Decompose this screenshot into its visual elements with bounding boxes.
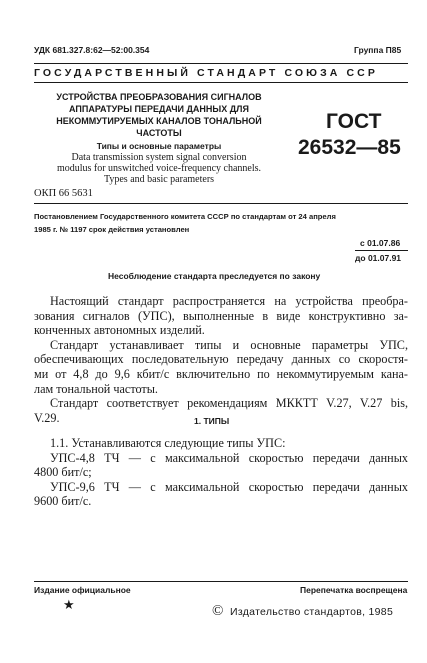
publisher: Издательство стандартов, 1985	[230, 606, 394, 618]
ups-96-line-2: 9600 бит/с.	[34, 494, 92, 509]
group-code: Группа П85	[354, 45, 402, 55]
validity-to: до 01.07.91	[355, 253, 402, 263]
title-line-4: ЧАСТОТЫ	[136, 128, 182, 138]
reprint-prohibited: Перепечатка воспрещена	[300, 585, 408, 595]
legal-warning: Несоблюдение стандарта преследуется по закону	[108, 271, 321, 281]
paragraph-1-line-2: зования сигналов (УПС), выполненные в виде конструктивно за-	[34, 308, 408, 323]
ups-48-line-2: 4800 бит/с;	[34, 465, 92, 480]
title-subtitle: Типы и основные параметры	[96, 141, 222, 151]
star-icon: ★	[63, 597, 75, 612]
paragraph-1-line-3: конченных автономных изделий.	[34, 323, 205, 338]
decree-line-2: 1985 г. № 1197 срок действия установлен	[34, 225, 190, 234]
copyright-icon: ©	[212, 603, 224, 619]
paragraph-2-line-2: обеспечивающих последовательную передачу данных со скоростя-	[34, 352, 408, 367]
ups-48-line-1: УПС-4,8 ТЧ — с максимальной скоростью передачи данных	[50, 450, 408, 465]
title-en-line-2: modulus for unswitched voice-frequency channels.	[56, 163, 262, 174]
paragraph-1-line-1: Настоящий стандарт распространяется на устройства преобра-	[50, 294, 408, 308]
title-block	[34, 91, 284, 185]
header-rule-bottom	[34, 82, 408, 83]
title-en-line-3: Types and basic parameters	[103, 174, 215, 185]
validity-rule	[355, 250, 408, 251]
decree-rule	[34, 203, 408, 204]
standard-banner: ГОСУДАРСТВЕННЫЙ СТАНДАРТ СОЮЗА ССР	[34, 67, 378, 79]
validity-from: с 01.07.86	[360, 238, 401, 248]
paragraph-3-line-1: Стандарт соответствует рекомендациям МККТТ V.27, V.27 bis,	[50, 396, 408, 411]
item-1-1: 1.1. Устанавливаются следующие типы УПС:	[50, 436, 286, 450]
title-line-3: НЕКОММУТИРУЕМЫХ КАНАЛОВ ТОНАЛЬНОЙ	[56, 116, 262, 126]
ups-96-line-1: УПС-9,6 ТЧ — с максимальной скоростью передачи данных	[50, 479, 408, 494]
gost-label: ГОСТ	[326, 110, 382, 133]
title-line-2: АППАРАТУРЫ ПЕРЕДАЧИ ДАННЫХ ДЛЯ	[69, 104, 249, 114]
paragraph-2-line-3: ми от 4,8 до 9,6 кбит/с включительно по некоммутируемым кана-	[34, 366, 408, 381]
header-rule-top	[34, 63, 408, 64]
footer-rule	[34, 581, 408, 582]
section-text	[34, 436, 408, 509]
paragraph-2-line-1: Стандарт устанавливает типы и основные параметры УПС,	[50, 337, 408, 352]
paragraph-3-line-2: V.29.	[34, 410, 60, 425]
title-line-1: УСТРОЙСТВА ПРЕОБРАЗОВАНИЯ СИГНАЛОВ	[56, 92, 262, 102]
title-en-line-1: Data transmission system signal conversion	[71, 152, 247, 163]
official-edition: Издание официальное	[34, 585, 131, 595]
paragraph-2-line-4: лам тональной частоты.	[34, 381, 158, 396]
okp-code: ОКП 66 5631	[34, 188, 93, 199]
body-text	[34, 294, 408, 425]
section-heading: 1. ТИПЫ	[194, 416, 230, 426]
gost-number: 26532—85	[298, 136, 401, 159]
decree-line-1: Постановлением Государственного комитета СССР по стандартам от 24 апреля	[34, 212, 336, 221]
udk-code: УДК 681.327.8:62—52:00.354	[34, 45, 150, 55]
